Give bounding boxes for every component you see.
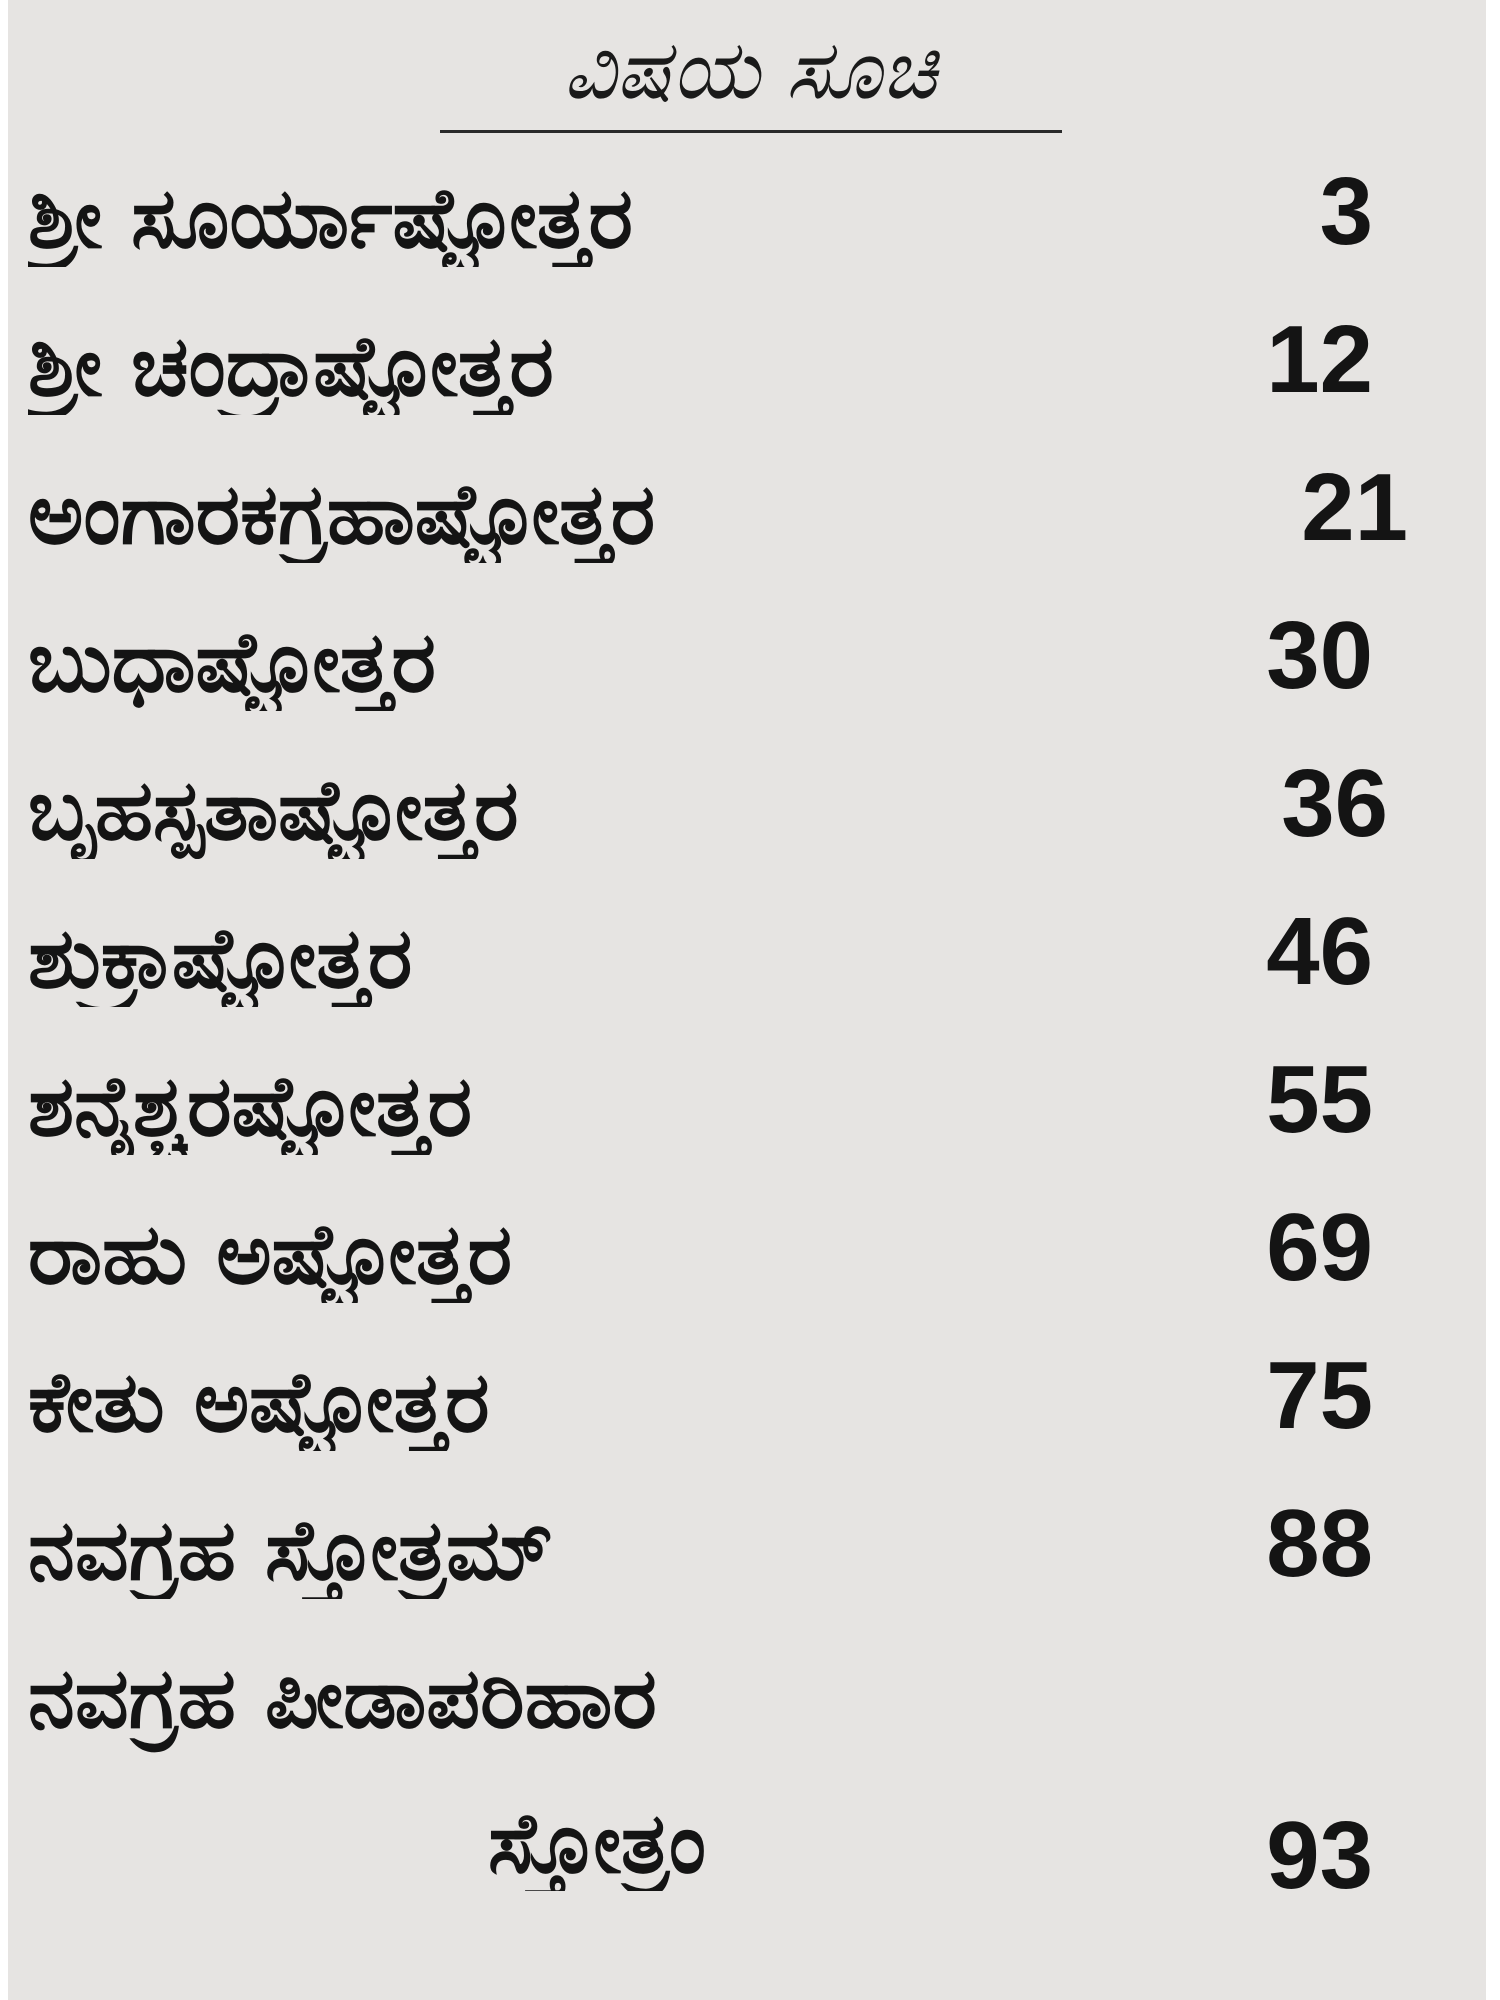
toc-entry-page-number: 46 [1266, 898, 1373, 1005]
page-edge-left [0, 0, 8, 2000]
toc-entry-title [28, 1354, 1208, 1451]
toc-entry-page-number: 75 [1266, 1342, 1373, 1449]
toc-entry [28, 150, 1468, 298]
toc-entry-page-number: 21 [1301, 454, 1408, 561]
toc-entry [28, 1630, 1468, 1930]
toc-entry-page-number: 93 [1266, 1802, 1373, 1909]
page-edge-right [1486, 0, 1500, 2000]
toc-entry-title-text: ಬೃಹಸ್ಪತಾಷ್ಟೋತ್ತರ [28, 762, 519, 859]
toc-entry-title-continuation: ಸ್ತೋತ್ರಂ [488, 1793, 707, 1892]
toc-entry [28, 742, 1468, 890]
toc-entry-title [28, 1650, 1208, 1891]
toc-entry-title [28, 466, 1208, 563]
toc-entry-title-text: ಶುಕ್ರಾಷ್ಟೋತ್ತರ [28, 910, 413, 1007]
title-underline [440, 130, 1062, 133]
toc-entry-title-text: ಬುಧಾಷ್ಟೋತ್ತರ [28, 614, 436, 711]
toc-entry-page-number: 30 [1266, 602, 1373, 709]
table-of-contents [28, 150, 1468, 1930]
toc-entry [28, 890, 1468, 1038]
toc-entry-title [28, 1206, 1208, 1303]
page-title: ವಿಷಯ ಸೂಚಿ [563, 23, 937, 118]
toc-entry-title-text: ನವಗ್ರಹ ಸ್ತೋತ್ರಮ್ [28, 1502, 554, 1599]
toc-entry-page-number: 36 [1281, 750, 1388, 857]
toc-entry-title [28, 1058, 1208, 1155]
toc-entry-title [28, 318, 1208, 415]
toc-entry-title [28, 910, 1208, 1007]
toc-entry-page-number: 55 [1266, 1046, 1373, 1153]
toc-entry [28, 1334, 1468, 1482]
toc-entry-page-number: 88 [1266, 1490, 1373, 1597]
toc-entry-title-text: ಶ್ರೀ ಚಂದ್ರಾಷ್ಟೋತ್ತರ [28, 318, 554, 415]
toc-entry-title [28, 170, 1208, 267]
toc-entry-title-text: ಶ್ರೀ ಸೂರ್ಯಾಷ್ಟೋತ್ತರ [28, 170, 633, 267]
toc-entry [28, 446, 1468, 594]
toc-entry-title-text: ರಾಹು ಅಷ್ಟೋತ್ತರ [28, 1206, 513, 1303]
toc-entry [28, 594, 1468, 742]
toc-entry-title [28, 614, 1208, 711]
toc-entry [28, 1038, 1468, 1186]
toc-entry-page-number: 69 [1266, 1194, 1373, 1301]
toc-entry-page-number: 12 [1266, 306, 1373, 413]
toc-entry-title [28, 1502, 1208, 1599]
toc-entry-title-text: ಕೇತು ಅಷ್ಟೋತ್ತರ [28, 1354, 490, 1451]
toc-entry [28, 1186, 1468, 1334]
toc-entry [28, 1482, 1468, 1630]
toc-entry-title-text: ಅಂಗಾರಕಗ್ರಹಾಷ್ಟೋತ್ತರ [28, 466, 656, 563]
toc-entry-title-text: ಶನೈಶ್ಚರಷ್ಟೋತ್ತರ [28, 1058, 473, 1155]
toc-entry-page-number: 3 [1319, 158, 1373, 265]
toc-entry-title-text: ನವಗ್ರಹ ಪೀಡಾಪರಿಹಾರ [28, 1650, 657, 1747]
toc-entry-title [28, 762, 1208, 859]
toc-entry [28, 298, 1468, 446]
